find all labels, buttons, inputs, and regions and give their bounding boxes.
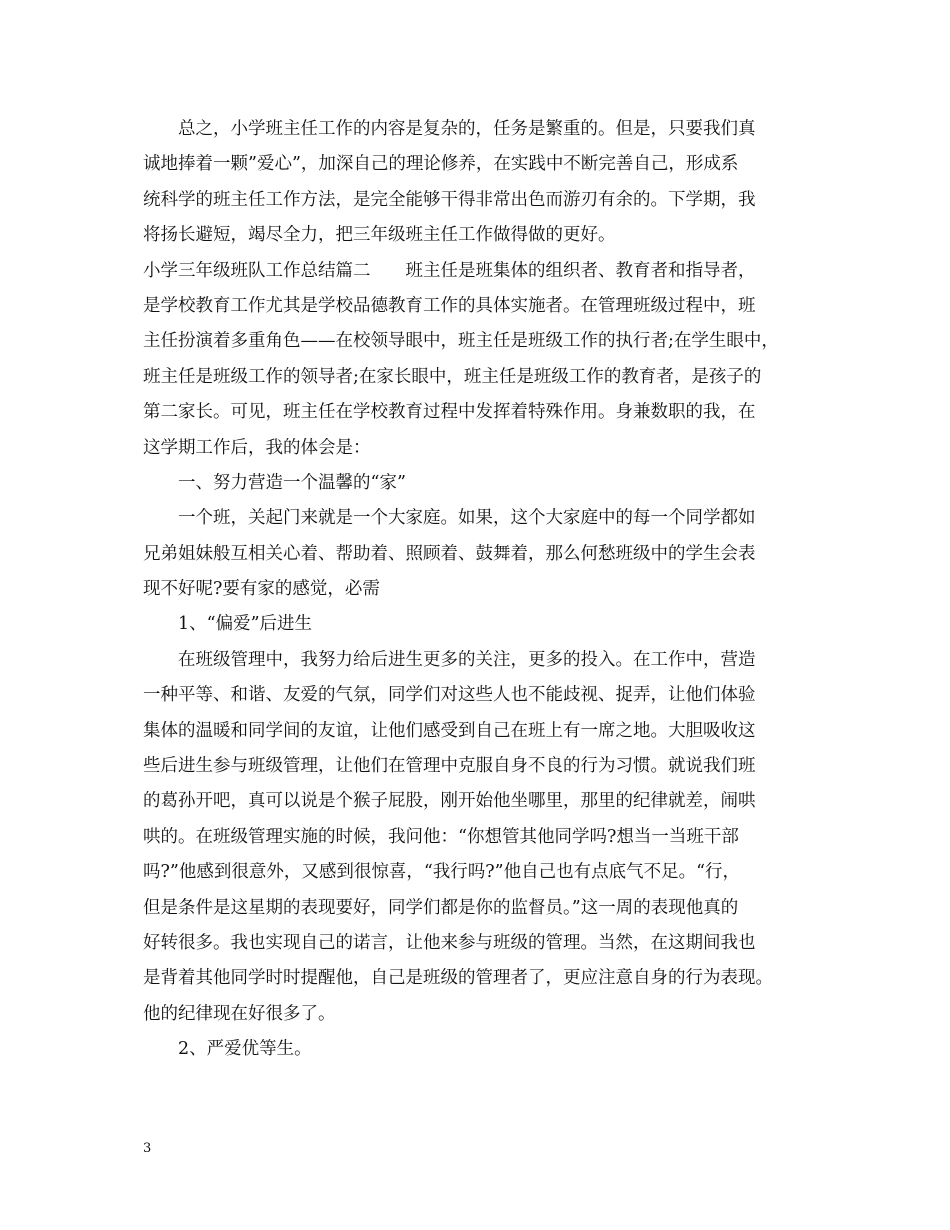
text-line: 一、努力营造一个温馨的“家”: [178, 472, 406, 493]
text-line: 些后进生参与班级管理，让他们在管理中克服自身不良的行为习惯。就说我们班: [143, 756, 756, 777]
text-line: 1、“偏爱”后进生: [178, 614, 313, 635]
text-line: 统科学的班主任工作方法，是完全能够干得非常出色而游刃有余的。下学期，我: [143, 189, 756, 210]
text-line: 班主任是班级工作的领导者;在家长眼中，班主任是班级工作的教育者，是孩子的: [143, 366, 762, 387]
text-line: 主任扮演着多重角色——在校领导眼中，班主任是班级工作的执行者;在学生眼中，: [143, 331, 779, 352]
text-line: 这学期工作后，我的体会是：: [143, 437, 371, 458]
page-number: 3: [143, 1141, 152, 1156]
text-line: 总之，小学班主任工作的内容是复杂的，任务是繁重的。但是，只要我们真: [178, 119, 756, 139]
text-line: 诚地捧着一颗”爱心”，加深自己的理论修养，在实践中不断完善自己，形成系: [143, 154, 739, 175]
text-line: 兄弟姐妹般互相关心着、帮助着、照顾着、鼓舞着，那么何愁班级中的学生会表: [143, 543, 756, 564]
text-line: 小学三年级班队工作总结篇二 班主任是班集体的组织者、教育者和指导者，: [143, 260, 756, 281]
text-line: 2、严爱优等生。: [178, 1039, 312, 1060]
text-line: 他的纪律现在好很多了。: [143, 1003, 336, 1024]
text-line: 将扬长避短，竭尽全力，把三年级班主任工作做得做的更好。: [143, 225, 616, 246]
text-line: 一个班，关起门来就是一个大家庭。如果，这个大家庭中的每一个同学都如: [178, 508, 756, 529]
text-line: 好转很多。我也实现自己的诺言，让他来参与班级的管理。当然，在这期间我也: [143, 932, 756, 953]
text-line: 一种平等、和谐、友爱的气氛，同学们对这些人也不能歧视、捉弄，让他们体验: [143, 685, 756, 706]
body-text: [143, 112, 815, 1068]
text-line: 现不好呢?要有家的感觉，必需: [143, 579, 380, 600]
text-line: 吗?”他感到很意外，又感到很惊喜，“我行吗?”他自己也有点底气不足。“行，: [143, 862, 741, 883]
text-line: 的葛孙开吧，真可以说是个猴子屁股，刚开始他坐哪里，那里的纪律就差，闹哄: [143, 791, 756, 812]
text-line: 在班级管理中，我努力给后进生更多的关注，更多的投入。在工作中，营造: [178, 649, 756, 670]
text-line: 是学校教育工作尤其是学校品德教育工作的具体实施者。在管理班级过程中，班: [143, 295, 756, 316]
text-line: 但是条件是这星期的表现要好，同学们都是你的监督员。”这一周的表现他真的: [143, 897, 739, 918]
text-line: 是背着其他同学时时提醒他，自己是班级的管理者了，更应注意自身的行为表现。: [143, 968, 773, 989]
text-line: 第二家长。可见，班主任在学校教育过程中发挥着特殊作用。身兼数职的我，在: [143, 402, 756, 423]
text-line: 哄的。在班级管理实施的时候，我问他：“你想管其他同学吗?想当一当班干部: [143, 826, 739, 847]
text-line: 集体的温暖和同学间的友谊，让他们感受到自己在班上有一席之地。大胆吸收这: [143, 720, 756, 741]
